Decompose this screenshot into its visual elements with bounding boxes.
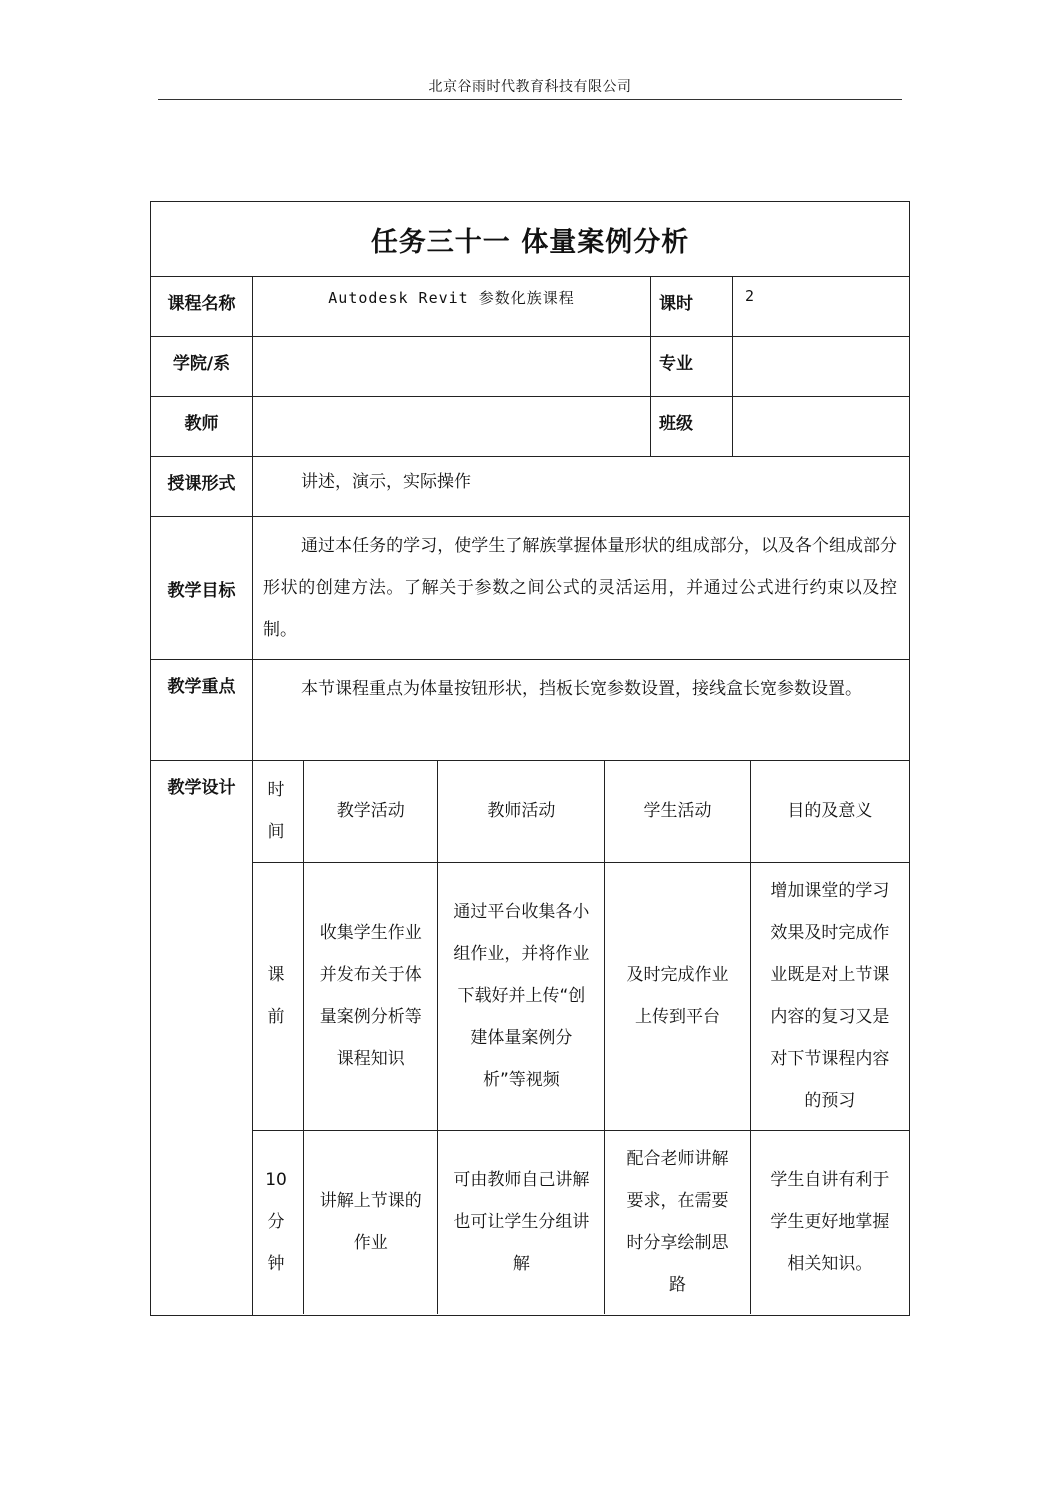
header-student: 学生活动 — [605, 761, 751, 862]
company-header: 北京谷雨时代教育科技有限公司 — [428, 79, 632, 95]
lesson-plan-table — [150, 201, 910, 1316]
header-purpose: 目的及意义 — [750, 761, 909, 862]
teaching-focus-label: 教学重点 — [151, 660, 253, 761]
row-purpose: 增加课堂的学习效果及时完成作业既是对上节课内容的复习又是对下节课程内容的预习 — [750, 862, 909, 1130]
teaching-form-label: 授课形式 — [151, 457, 253, 517]
course-name-value: Autodesk Revit 参数化族课程 — [253, 277, 651, 337]
header-divider — [158, 99, 902, 100]
class-label: 班级 — [651, 397, 733, 457]
teaching-design-table — [253, 761, 909, 1314]
row-activity: 收集学生作业并发布关于体量案例分析等课程知识 — [304, 862, 438, 1130]
teaching-focus-value: 本节课程重点为体量按钮形状，挡板长宽参数设置，接线盒长宽参数设置。 — [253, 660, 910, 761]
lesson-plan — [150, 201, 909, 1316]
header-time: 时间 — [253, 761, 304, 862]
row-purpose: 学生自讲有利于学生更好地掌握相关知识。 — [770, 1170, 890, 1275]
course-name-label: 课程名称 — [151, 277, 253, 337]
header-teacher: 教师活动 — [438, 761, 605, 862]
major-value — [733, 337, 910, 397]
teaching-design-cell — [253, 761, 910, 1316]
row-student: 及时完成作业上传到平台 — [605, 862, 751, 1130]
hours-value: 2 — [733, 277, 910, 337]
row-teacher: 通过平台收集各小组作业，并将作业下载好并上传“创建体量案例分析”等视频 — [438, 862, 605, 1130]
college-label: 学院/系 — [151, 337, 253, 397]
teaching-form-value: 讲述，演示，实际操作 — [253, 457, 910, 517]
college-value — [253, 337, 651, 397]
teacher-label: 教师 — [151, 397, 253, 457]
teacher-value — [253, 397, 651, 457]
major-label: 专业 — [651, 337, 733, 397]
page-title: 任务三十一 体量案例分析 — [151, 202, 910, 277]
table-row — [253, 1130, 909, 1314]
teaching-design-label: 教学设计 — [151, 761, 253, 1316]
teaching-goal-label: 教学目标 — [151, 517, 253, 660]
header-activity: 教学活动 — [304, 761, 438, 862]
row-time: 10分钟 — [253, 1130, 304, 1314]
row-time: 课前 — [253, 862, 304, 1130]
row-teacher: 可由教师自己讲解也可让学生分组讲解 — [438, 1130, 605, 1314]
row-activity: 讲解上节课的作业 — [304, 1130, 438, 1314]
class-value — [733, 397, 910, 457]
hours-label: 课时 — [651, 277, 733, 337]
teaching-goal-value: 通过本任务的学习，使学生了解族掌握体量形状的组成部分，以及各个组成部分形状的创建方法。了解关于参数之间公式的灵活运用，并通过公式进行约束以及控制。 — [253, 517, 910, 660]
table-row — [253, 862, 909, 1130]
row-student: 配合老师讲解要求，在需要时分享绘制思路 — [605, 1130, 751, 1314]
